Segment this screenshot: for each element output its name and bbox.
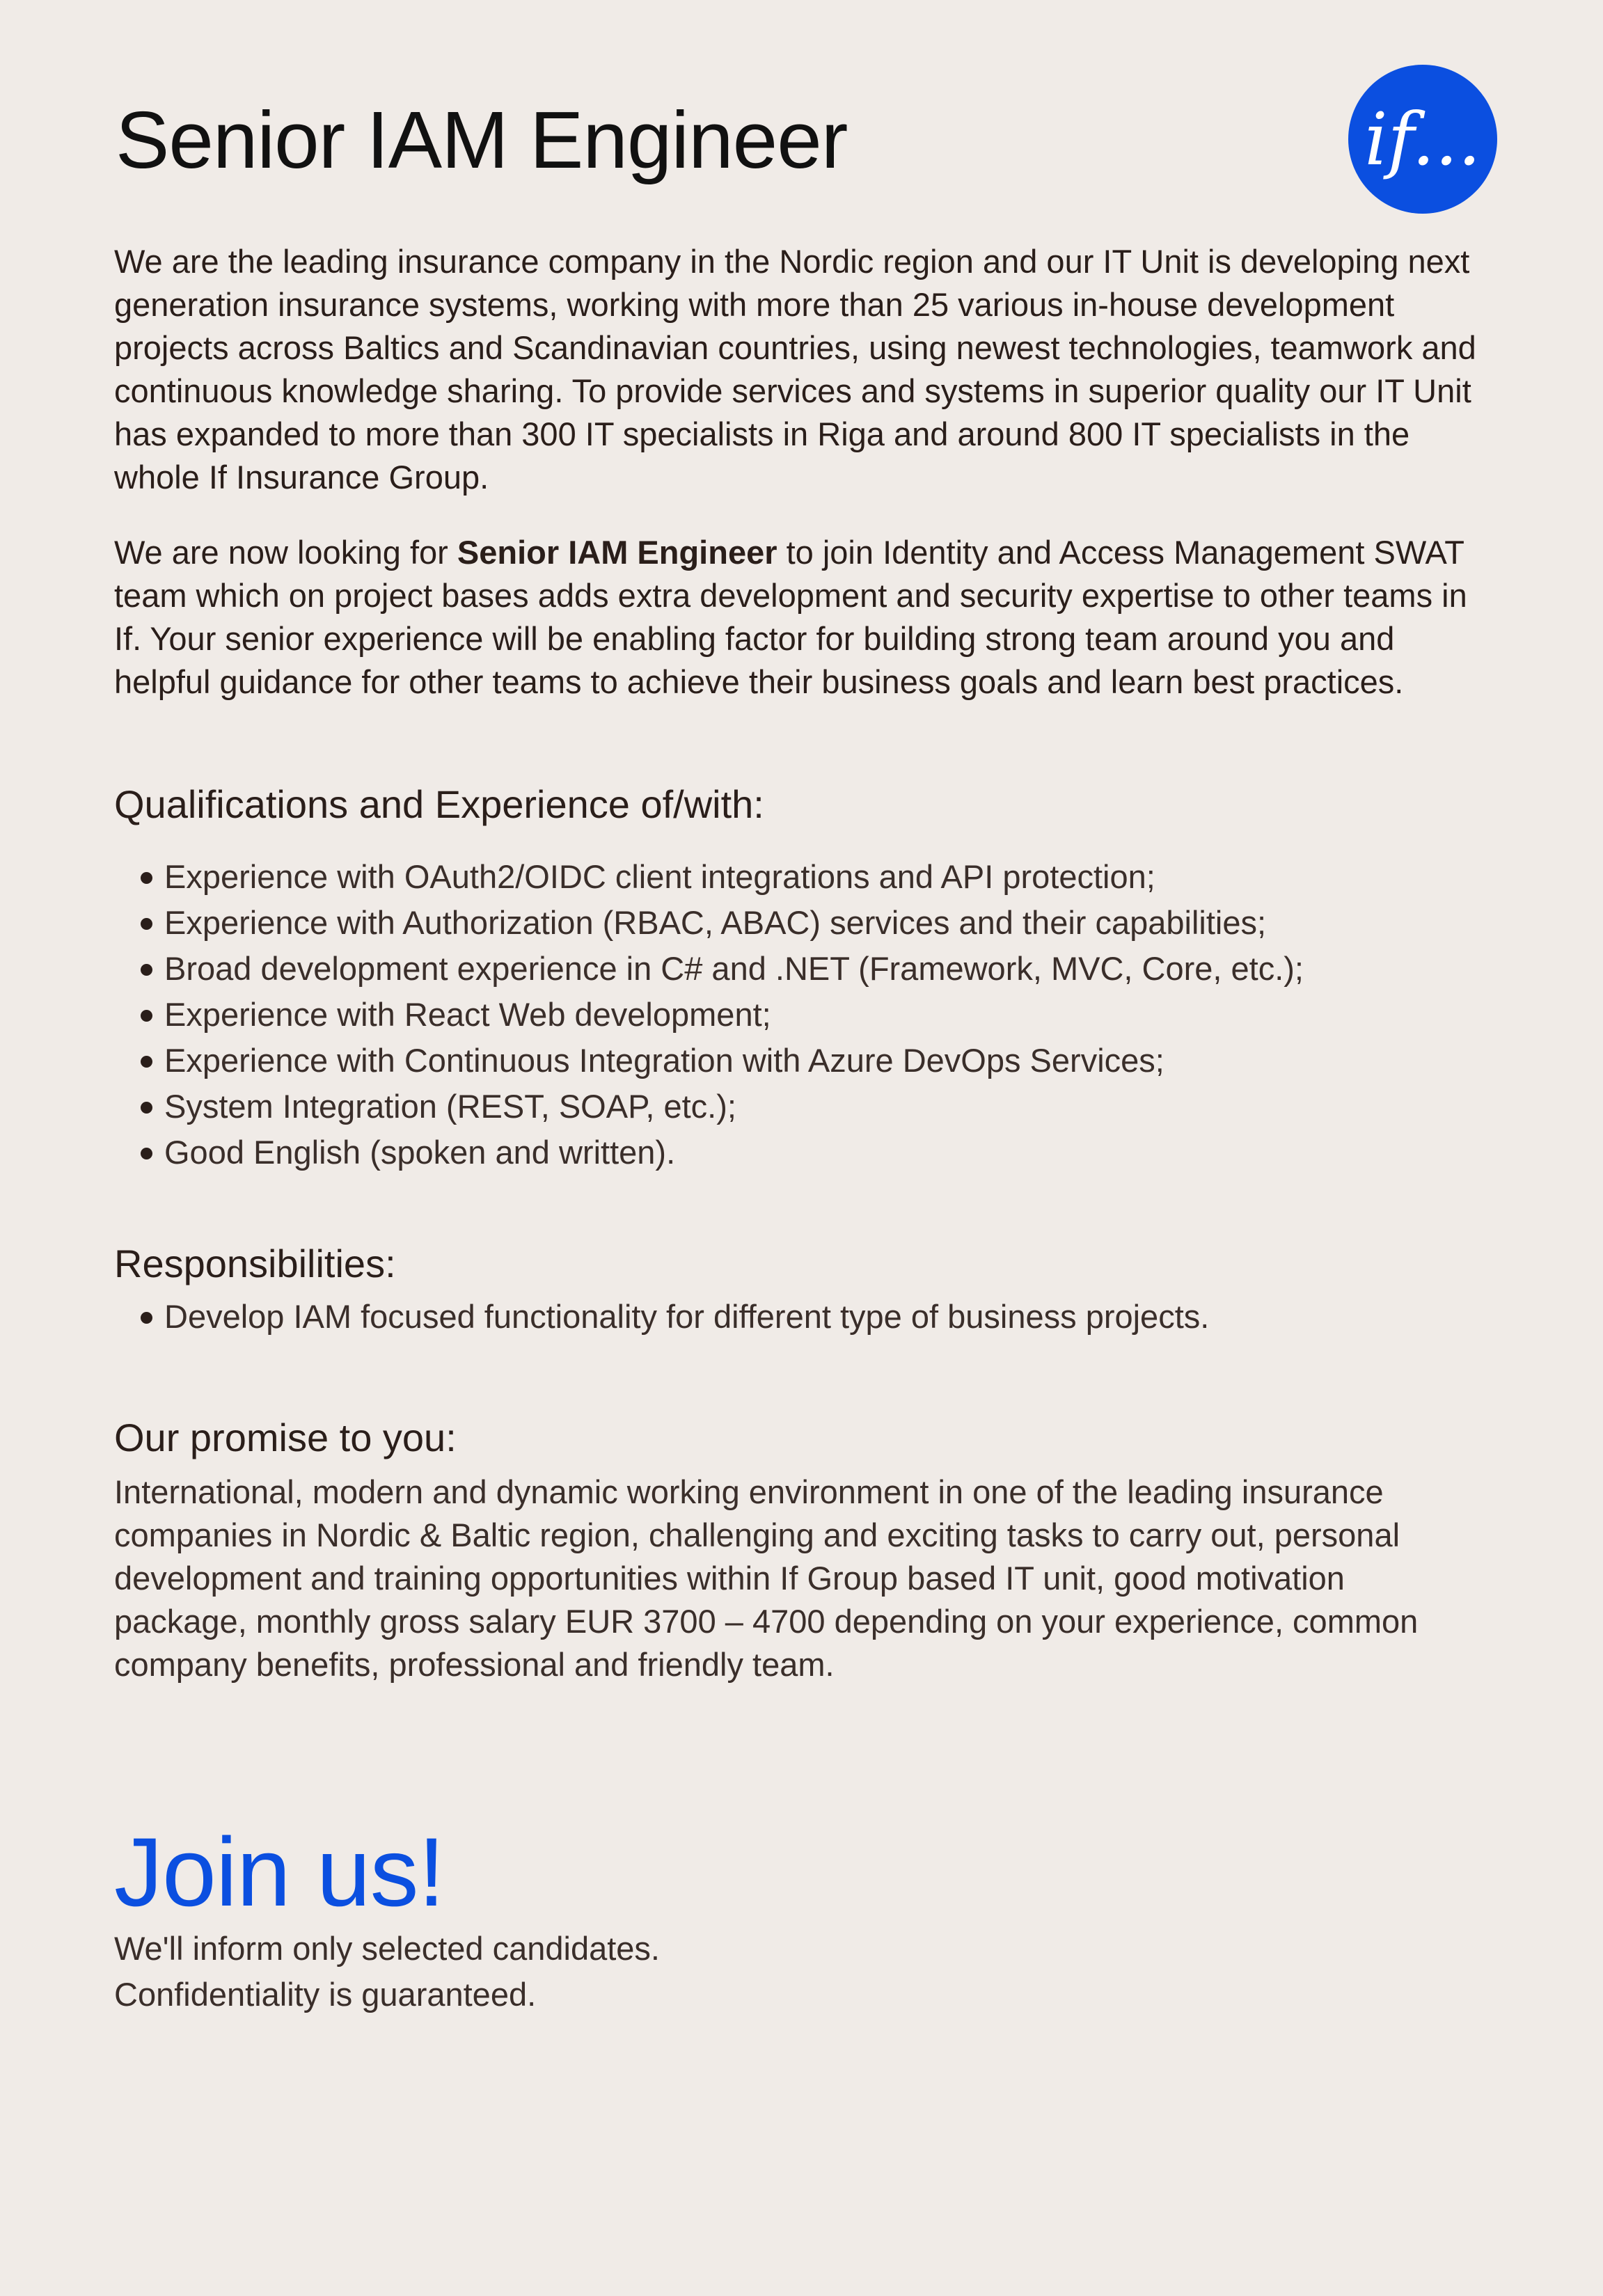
- qualification-item: Experience with Authorization (RBAC, ABAC) services and their capabilities;: [114, 900, 1478, 946]
- bullet-icon: [141, 1102, 152, 1114]
- bullet-icon: [141, 1148, 152, 1159]
- responsibility-item: Develop IAM focused functionality for different type of business projects.: [114, 1294, 1478, 1340]
- position-text-before: We are now looking for: [114, 534, 457, 571]
- qualification-item: Good English (spoken and written).: [114, 1130, 1478, 1175]
- qualifications-heading: Qualifications and Experience of/with:: [114, 782, 764, 826]
- if-logo: [1348, 65, 1497, 214]
- selected-candidates-note: We'll inform only selected candidates.: [114, 1930, 660, 1967]
- responsibilities-heading: Responsibilities:: [114, 1242, 396, 1285]
- position-text-after: to join Identity and Access Management SWAT team which on project bases adds extra development and security expertise to other teams in If. Your senior experience will be enabling factor for building strong team around you and helpful guidance for other teams to achieve their business goals and learn best practices.: [114, 534, 1467, 700]
- qualification-item: System Integration (REST, SOAP, etc.);: [114, 1084, 1478, 1130]
- join-us-heading: Join us!: [114, 1817, 445, 1926]
- intro-paragraph: We are the leading insurance company in the Nordic region and our IT Unit is developing next generation insurance systems, working with more than 25 various in-house development projects across Baltics and Scandinavian countries, using newest technologies, teamwork and continuous knowledge sharing. To provide services and systems in superior quality our IT Unit has expanded to more than 300 IT specialists in Riga and around 800 IT specialists in the whole If Insurance Group.: [114, 243, 1476, 496]
- confidentiality-note: Confidentiality is guaranteed.: [114, 1976, 537, 2013]
- bullet-icon: [141, 872, 152, 884]
- qualification-item: Experience with React Web development;: [114, 992, 1478, 1038]
- position-title-bold: Senior IAM Engineer: [457, 534, 777, 571]
- promise-text: International, modern and dynamic working environment in one of the leading insurance companies in Nordic & Baltic region, challenging and exciting tasks to carry out, personal development and training opportunities within If Group based IT unit, good motivation package, monthly gross salary EUR 3700 – 4700 depending on your experience, common company benefits, professional and friendly team.: [114, 1473, 1419, 1683]
- promise-heading: Our promise to you:: [114, 1416, 457, 1459]
- qualification-item: Broad development experience in C# and .NET (Framework, MVC, Core, etc.);: [114, 946, 1478, 992]
- qualification-item: Experience with Continuous Integration with Azure DevOps Services;: [114, 1038, 1478, 1084]
- bullet-icon: [141, 1010, 152, 1022]
- logo-text: if...: [1364, 97, 1481, 182]
- bullet-icon: [141, 964, 152, 976]
- bullet-icon: [141, 1312, 152, 1324]
- bullet-icon: [141, 1056, 152, 1068]
- qualifications-list: [114, 854, 1478, 1175]
- bullet-icon: [141, 918, 152, 930]
- position-paragraph: [114, 531, 1478, 704]
- qualification-item: Experience with OAuth2/OIDC client integrations and API protection;: [114, 854, 1478, 900]
- responsibilities-list: [114, 1294, 1478, 1340]
- page-title: Senior IAM Engineer: [116, 95, 848, 185]
- main-content: [114, 240, 1478, 2018]
